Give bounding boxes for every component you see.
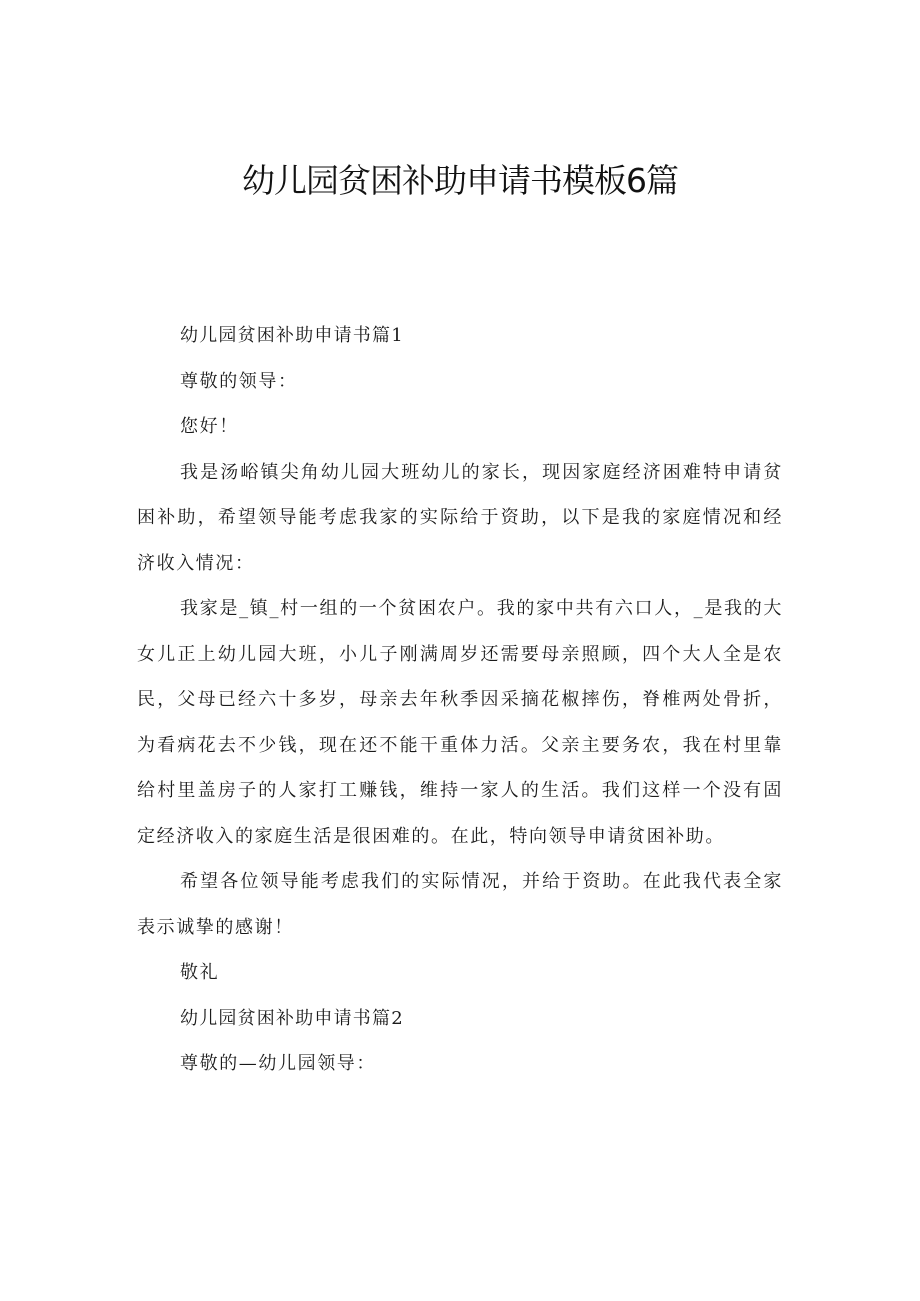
closing: 敬礼 xyxy=(180,962,220,983)
paragraph-thanks: 希望各位领导能考虑我们的实际情况，并给于资助。在此我代表全家表示诚挚的感谢！ xyxy=(137,871,783,938)
paragraph-intro: 我是汤峪镇尖角幼儿园大班幼儿的家长，现因家庭经济困难特申请贫困补助，希望领导能考虑我家的实际给于资助，以下是我的家庭情况和经济收入情况： xyxy=(137,461,783,574)
section-heading-2: 幼儿园贫困补助申请书篇2 xyxy=(180,1007,404,1029)
salutation: 尊敬的领导： xyxy=(180,370,298,392)
paragraph-family-situation: 我家是_镇_村一组的一个贫困农户。我的家中共有六口人，_是我的大女儿正上幼儿园大班，小儿子刚满周岁还需要母亲照顾，四个大人全是农民，父母已经六十多岁，母亲去年秋季因采摘花椒摔伤，脊椎两处骨折，为看病花去不少钱，现在还不能干重体力活。父亲主要务农，我在村里靠给村里盖房子的人家打工赚钱，维持一家人的生活。我们这样一个没有固定经济收入的家庭生活是很困难的。在此，特向领导申请贫困补助。 xyxy=(137,598,783,847)
document-body xyxy=(137,313,783,1087)
salutation-2: 尊敬的—幼儿园领导： xyxy=(180,1053,376,1074)
document-title: 幼儿园贫困补助申请书模板6篇 xyxy=(242,161,678,200)
greeting: 您好！ xyxy=(180,416,239,437)
section-heading-1: 幼儿园贫困补助申请书篇1 xyxy=(180,325,404,346)
